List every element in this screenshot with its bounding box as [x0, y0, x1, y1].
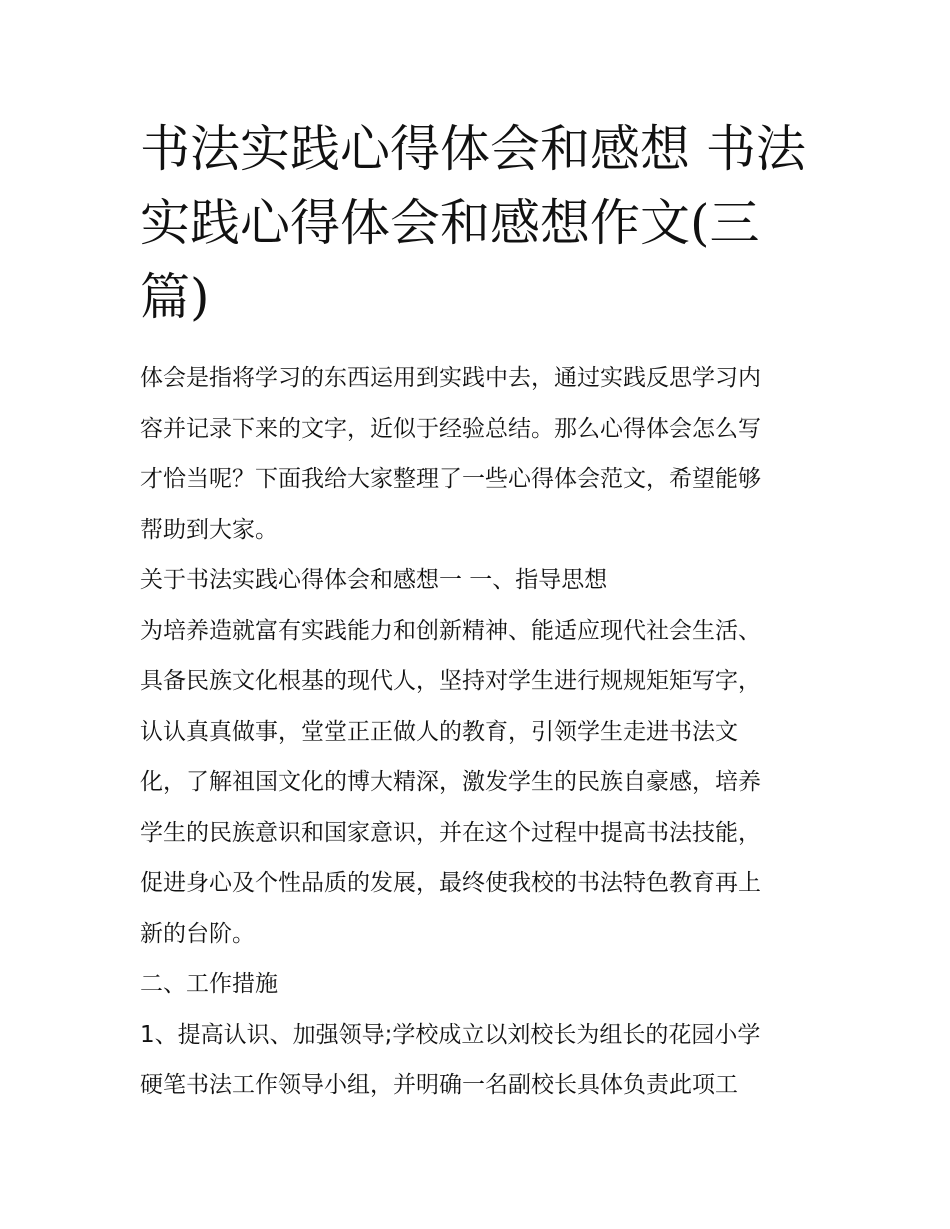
guiding-paragraph-line-4: 化，了解祖国文化的博大精深，激发学生的民族自豪感，培养 — [140, 769, 761, 795]
intro-paragraph-line-2: 容并记录下来的文字，近似于经验总结。那么心得体会怎么写 — [140, 415, 761, 442]
guiding-paragraph-line-5: 学生的民族意识和国家意识，并在这个过程中提高书法技能， — [140, 819, 761, 846]
section-heading-guiding-thought: 关于书法实践心得体会和感想一 一、指导思想 — [140, 567, 608, 593]
intro-paragraph-line-1: 体会是指将学习的东西运用到实践中去，通过实践反思学习内 — [140, 365, 761, 391]
title-line-3: 篇) — [140, 268, 210, 326]
intro-paragraph-line-3: 才恰当呢？下面我给大家整理了一些心得体会范文，希望能够 — [140, 466, 761, 492]
title-line-1: 书法实践心得体会和感想 书法 — [140, 120, 806, 178]
intro-paragraph-line-4: 帮助到大家。 — [140, 516, 278, 543]
measures-paragraph-line-2: 硬笔书法工作领导小组，并明确一名副校长具体负责此项工 — [140, 1072, 738, 1098]
section-heading-work-measures: 二、工作措施 — [140, 971, 278, 997]
guiding-paragraph-line-7: 新的台阶。 — [140, 920, 255, 947]
guiding-paragraph-line-6: 促进身心及个性品质的发展，最终使我校的书法特色教育再上 — [140, 870, 761, 896]
guiding-paragraph-line-1: 为培养造就富有实践能力和创新精神、能适应现代社会生活、 — [140, 617, 761, 644]
title-line-2: 实践心得体会和感想作文(三 — [140, 194, 760, 252]
guiding-paragraph-line-3: 认认真真做事，堂堂正正做人的教育，引领学生走进书法文 — [140, 718, 738, 745]
measures-paragraph-line-1: 1、提高认识、加强领导;学校成立以刘校长为组长的花园小学 — [140, 1021, 761, 1048]
document-body — [140, 353, 830, 1111]
guiding-paragraph-line-2: 具备民族文化根基的现代人，坚持对学生进行规规矩矩写字， — [140, 668, 761, 694]
document-title — [140, 112, 820, 334]
